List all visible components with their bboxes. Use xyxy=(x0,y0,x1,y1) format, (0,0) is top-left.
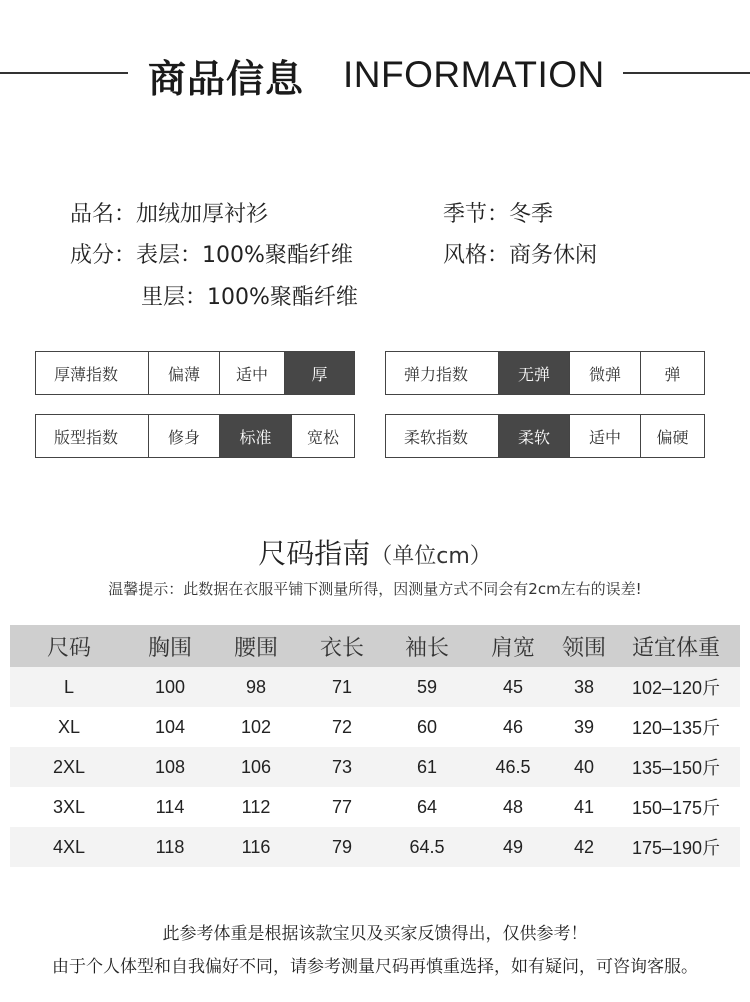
spec-name: 柔软指数 xyxy=(404,427,469,447)
spec-option: 偏薄 xyxy=(148,352,219,394)
table-cell: 40 xyxy=(573,756,595,777)
table-cell: 112 xyxy=(241,796,271,817)
table-cell: 106 xyxy=(240,756,272,777)
table-cell: 45 xyxy=(502,676,524,697)
table-cell: 135–150斤 xyxy=(631,758,721,778)
spec-thickness xyxy=(35,351,355,395)
table-cell: 46 xyxy=(502,716,524,737)
table-cell: XL xyxy=(57,716,81,737)
table-cell: 175–190斤 xyxy=(631,838,721,858)
table-cell: 118 xyxy=(155,836,185,857)
spec-option: 微弹 xyxy=(569,352,640,394)
table-cell: 61 xyxy=(416,756,438,777)
table-cell: 114 xyxy=(155,796,185,817)
spec-option: 偏硬 xyxy=(640,415,704,457)
info-label: 成分： xyxy=(70,243,137,268)
table-cell: 98 xyxy=(245,676,267,697)
footer-note-1: 此参考体重是根据该款宝贝及买家反馈得出，仅供参考！ xyxy=(162,924,588,944)
column-header: 领围 xyxy=(561,635,606,661)
table-cell: 46.5 xyxy=(495,756,531,777)
table-cell: 59 xyxy=(416,676,438,697)
table-cell: 116 xyxy=(241,836,271,857)
table-row xyxy=(10,827,740,867)
section-header xyxy=(0,48,750,108)
table-cell: 60 xyxy=(416,716,438,737)
column-header: 肩宽 xyxy=(490,635,535,661)
table-row xyxy=(10,667,740,707)
spec-option-selected: 无弹 xyxy=(498,352,569,394)
size-table xyxy=(10,625,740,867)
spec-option-selected: 柔软 xyxy=(498,415,569,457)
table-cell: 72 xyxy=(331,716,353,737)
table-cell: 102 xyxy=(240,716,272,737)
info-value: 加绒加厚衬衫 xyxy=(136,202,269,227)
column-header: 适宜体重 xyxy=(631,635,720,661)
table-cell: 3XL xyxy=(52,796,86,817)
info-value: 商务休闲 xyxy=(509,243,598,268)
table-cell: 49 xyxy=(502,836,524,857)
header-rule-left xyxy=(0,72,128,74)
column-header: 衣长 xyxy=(319,635,364,661)
spec-name: 弹力指数 xyxy=(404,364,469,384)
spec-option-selected: 厚 xyxy=(284,352,354,394)
info-product-name xyxy=(70,197,268,228)
spec-option: 宽松 xyxy=(291,415,354,457)
table-cell: 39 xyxy=(573,716,595,737)
info-value: 里层：100%聚酯纤维 xyxy=(141,285,358,310)
info-label: 季节： xyxy=(443,202,510,227)
table-cell: 108 xyxy=(154,756,186,777)
column-header: 腰围 xyxy=(233,635,278,661)
size-guide-tip: 温馨提示：此数据在衣服平铺下测量所得，因测量方式不同会有2cm左右的误差! xyxy=(108,580,642,598)
table-cell: 64 xyxy=(416,796,438,817)
info-material-inner xyxy=(141,280,358,311)
size-guide-unit: （单位cm） xyxy=(370,544,492,569)
spec-option-selected: 标准 xyxy=(219,415,291,457)
footer-note-2: 由于个人体型和自我偏好不同，请参考测量尺码再慎重选择，如有疑问，可咨询客服。 xyxy=(52,957,698,977)
header-rule-right xyxy=(623,72,750,74)
table-cell: 64.5 xyxy=(409,836,445,857)
table-cell: 4XL xyxy=(52,836,86,857)
size-guide-title xyxy=(0,532,750,572)
spec-softness xyxy=(385,414,705,458)
table-cell: 120–135斤 xyxy=(631,718,721,738)
table-row xyxy=(10,787,740,827)
info-season xyxy=(443,197,553,228)
column-header: 尺码 xyxy=(46,635,91,661)
spec-option: 适中 xyxy=(569,415,640,457)
table-cell: L xyxy=(63,676,74,697)
header-title-cn: 商品信息 xyxy=(148,57,305,101)
table-cell: 73 xyxy=(331,756,353,777)
table-cell: 38 xyxy=(573,676,595,697)
table-cell: 100 xyxy=(154,676,186,697)
size-guide-heading: 尺码指南 xyxy=(258,537,371,570)
spec-name: 版型指数 xyxy=(54,427,119,447)
table-cell: 104 xyxy=(154,716,186,737)
spec-option: 修身 xyxy=(148,415,219,457)
table-cell: 2XL xyxy=(52,756,86,777)
spec-option: 适中 xyxy=(219,352,284,394)
info-value: 冬季 xyxy=(509,202,554,227)
spec-option: 弹 xyxy=(640,352,704,394)
table-cell: 150–175斤 xyxy=(631,798,721,818)
column-header: 袖长 xyxy=(404,635,449,661)
table-cell: 71 xyxy=(331,676,353,697)
table-cell: 102–120斤 xyxy=(631,678,721,698)
table-row xyxy=(10,747,740,787)
table-cell: 79 xyxy=(331,836,353,857)
info-style xyxy=(443,238,597,269)
spec-elasticity xyxy=(385,351,705,395)
info-label: 品名： xyxy=(70,202,137,227)
spec-fit xyxy=(35,414,355,458)
table-cell: 48 xyxy=(502,796,524,817)
column-header: 胸围 xyxy=(147,635,192,661)
header-title-en: INFORMATION xyxy=(343,54,605,95)
info-label: 风格： xyxy=(443,243,510,268)
table-row xyxy=(10,707,740,747)
table-cell: 42 xyxy=(573,836,595,857)
info-material xyxy=(70,238,353,269)
table-cell: 41 xyxy=(573,796,595,817)
spec-name: 厚薄指数 xyxy=(54,364,119,384)
info-value: 表层：100%聚酯纤维 xyxy=(136,243,353,268)
size-table-header xyxy=(10,625,740,667)
table-cell: 77 xyxy=(331,796,353,817)
